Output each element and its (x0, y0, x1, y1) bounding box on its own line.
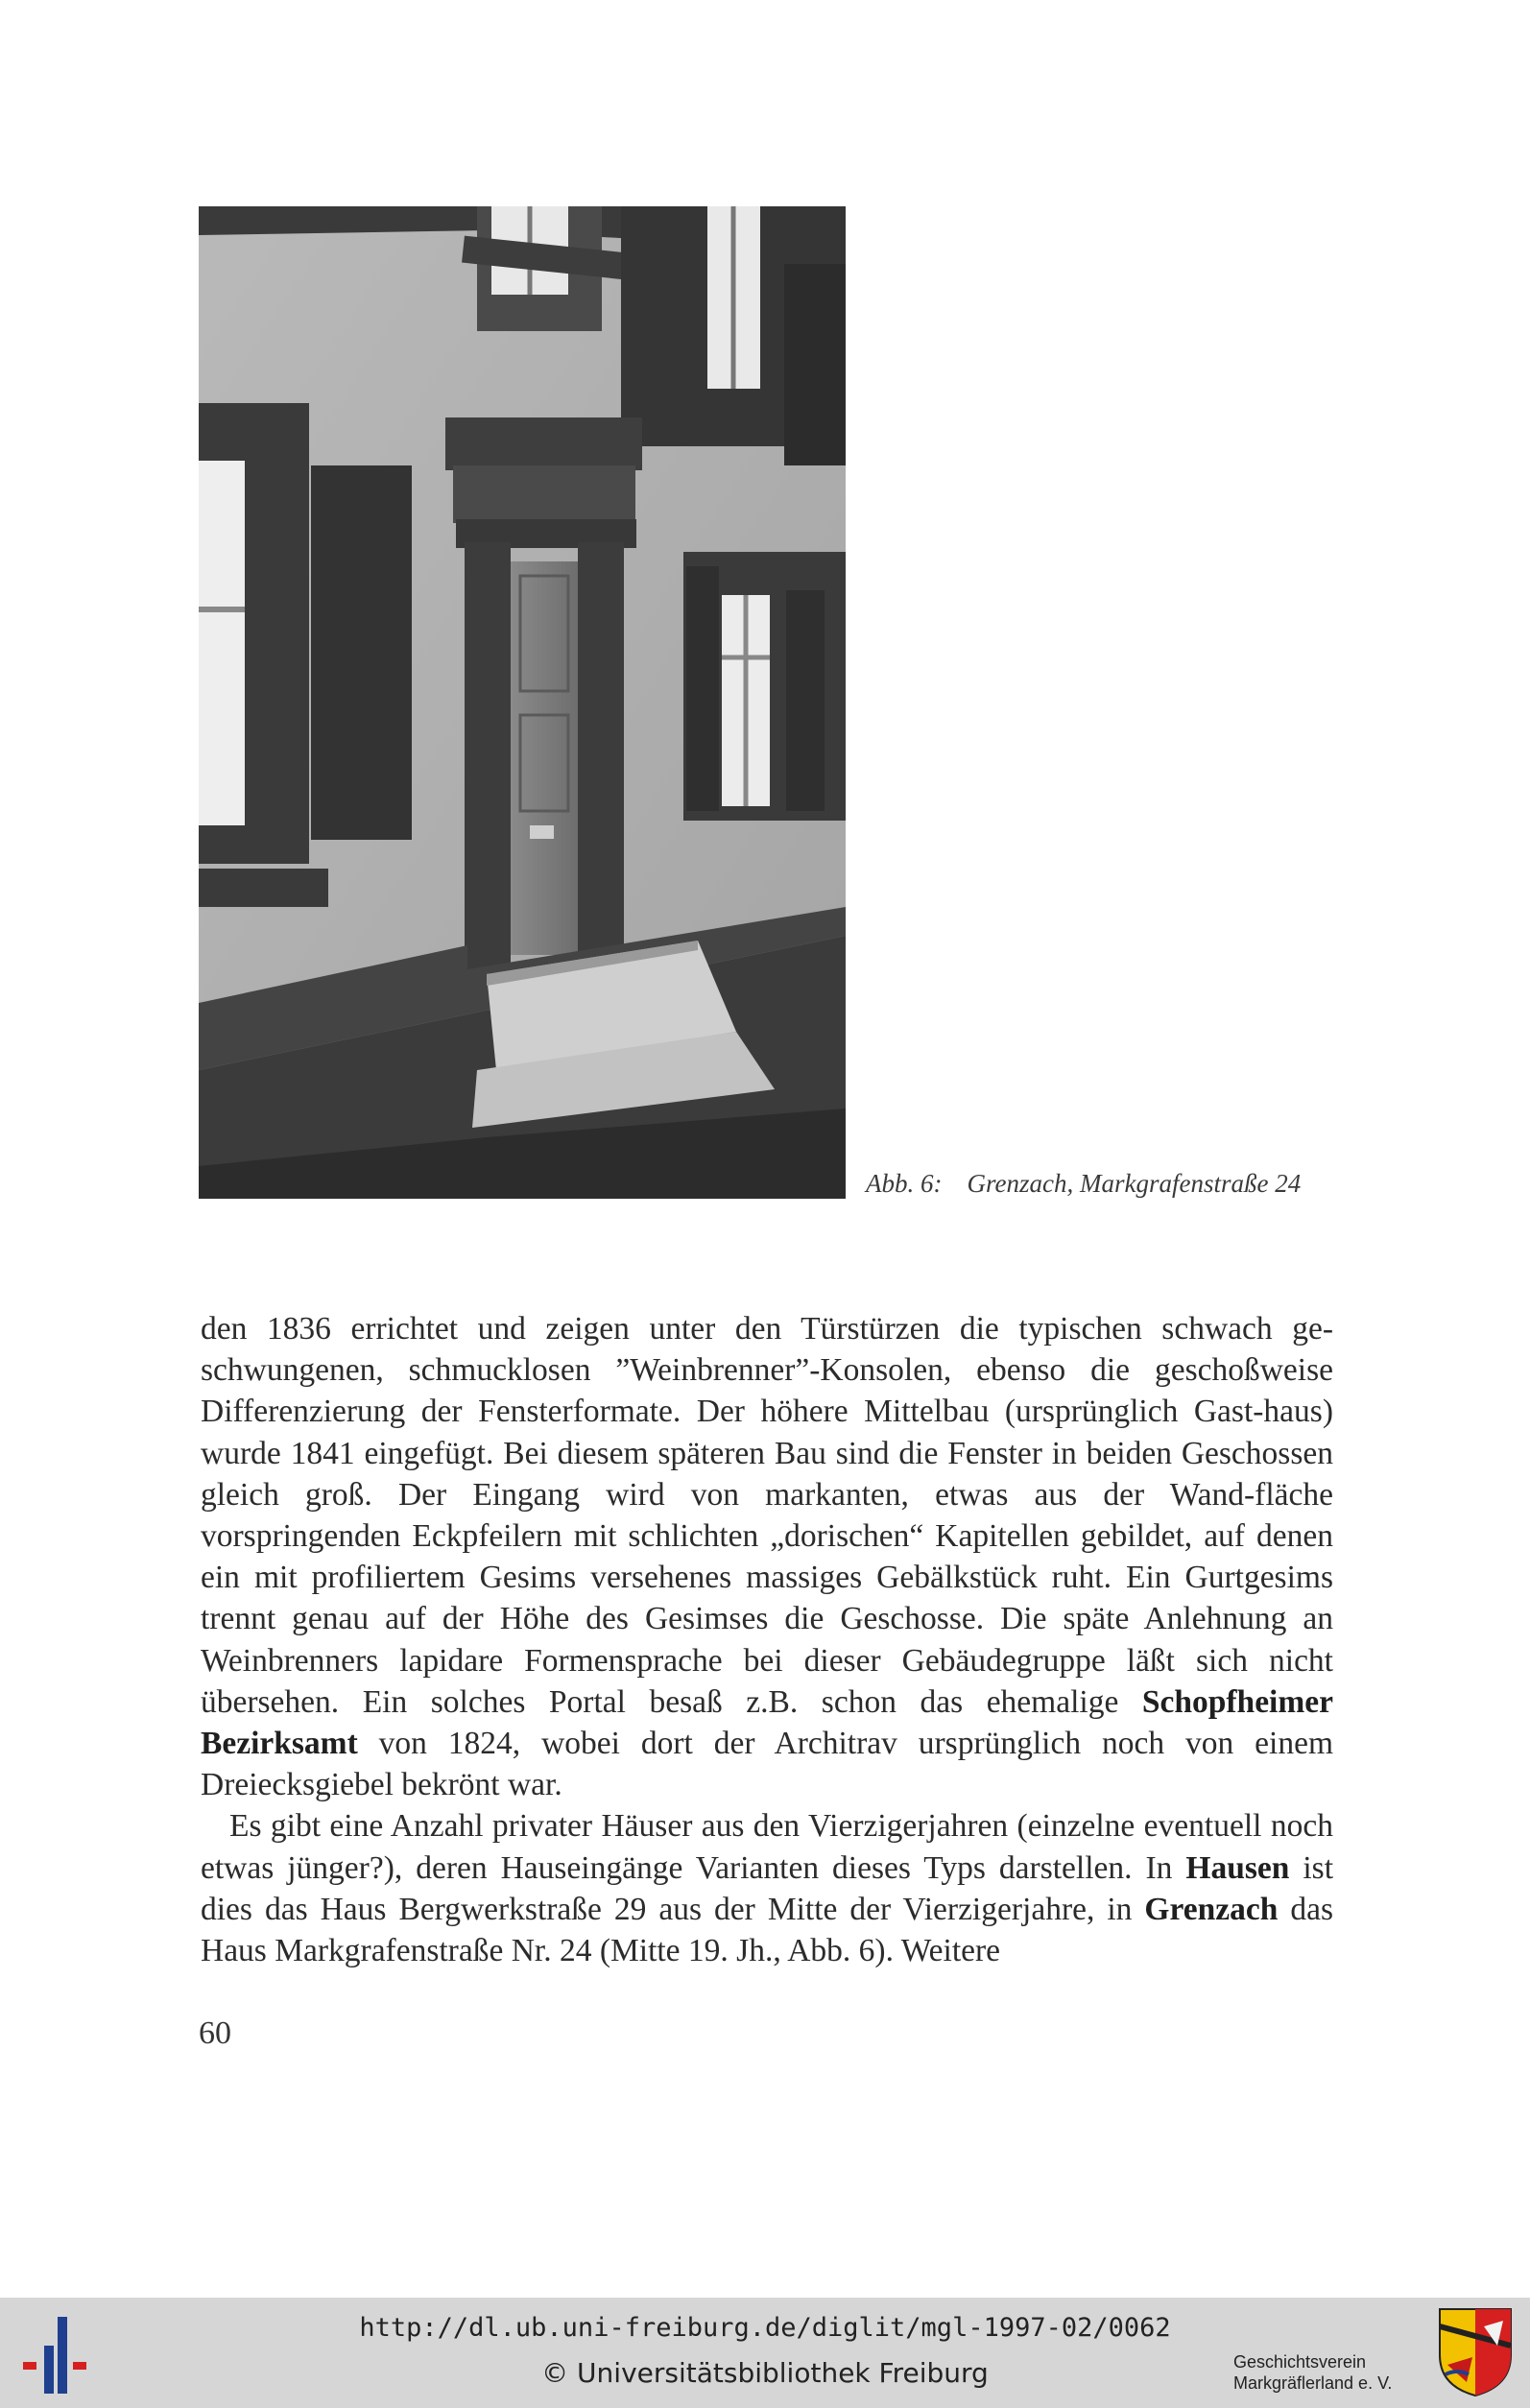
body-text (201, 1308, 1333, 1971)
paragraph-1-text-b: von 1824, wobei dort der Architrav ursprünglich noch von einem Dreiecksgiebel bekrönt war. (201, 1726, 1334, 1803)
bold-term-hausen: Hausen (1185, 1849, 1290, 1886)
right-window (683, 552, 846, 821)
figure-caption (866, 1169, 1336, 1199)
door-portal (445, 417, 642, 974)
house-facade-photo (199, 206, 846, 1199)
footer-bar (0, 2298, 1530, 2408)
paragraph-2 (201, 1805, 1333, 1971)
society-line-1: Geschichtsverein (1233, 2352, 1367, 2372)
footer-url-link[interactable]: http://dl.ub.uni-freiburg.de/diglit/mgl-1997-02/0062 (359, 2313, 1171, 2343)
figure-label: Abb. 6: (866, 1169, 943, 1198)
page-number: 60 (199, 2015, 231, 2051)
coat-of-arms-icon (1438, 2307, 1513, 2397)
upper-window-right (621, 206, 846, 465)
paragraph-2-text-b: ist dies das Haus Bergwerkstraße 29 aus der Mitte der Vierzigerjahre, in (201, 1849, 1334, 1927)
bold-term-schopfheimer-bezirksamt: Schopfheimer Bezirksamt (201, 1683, 1334, 1762)
paragraph-2-text-a: Es gibt eine Anzahl privater Häuser aus den Vierzigerjahren (einzelne eventuell noch etwas jünger?), deren Hauseingänge Varianten dieses Typs darstellen. In (201, 1808, 1333, 1886)
society-name (1233, 2351, 1425, 2394)
figure-title: Grenzach, Markgrafenstraße 24 (967, 1169, 1302, 1198)
society-line-2: Markgräflerland e. V. (1233, 2373, 1393, 2393)
paragraph-1 (201, 1308, 1333, 1805)
bold-term-grenzach: Grenzach (1144, 1891, 1279, 1927)
left-window (199, 403, 412, 907)
paragraph-2-text-c: das Haus Markgrafenstraße Nr. 24 (Mitte 19. Jh., Abb. 6). Weitere (201, 1891, 1334, 1969)
footer-copyright: © Universitätsbibliothek Freiburg (541, 2357, 989, 2389)
paragraph-1-text-a: den 1836 errichtet und zeigen unter den Türstürzen die typischen schwach ge-schwungenen, schmucklosen ”Weinbrenner”-Konsolen, ebenso die geschoßweise Differenzierung der Fensterformate. Der höhere Mittelbau (ursprünglich Gast-haus) wurde 1841 eingefügt. Bei diesem späteren Bau sind die Fenster in beiden Geschossen gleich groß. Der Eingang wird von markanten, etwas aus der Wand-fläche vorspringenden Eckpfeilern mit schlichten „dorischen“ Kapitellen gebildet, auf denen ein mit profiliertem Gesims versehenes massiges Gebälkstück ruht. Ein Gurtgesims trennt genau auf der Höhe des Gesimses die Geschosse. Die späte Anlehnung an Weinbrenners lapidare Formensprache bei dieser Gebäudegruppe läßt sich nicht übersehen. Ein solches Portal besaß z.B. schon das ehemalige (201, 1311, 1333, 1720)
